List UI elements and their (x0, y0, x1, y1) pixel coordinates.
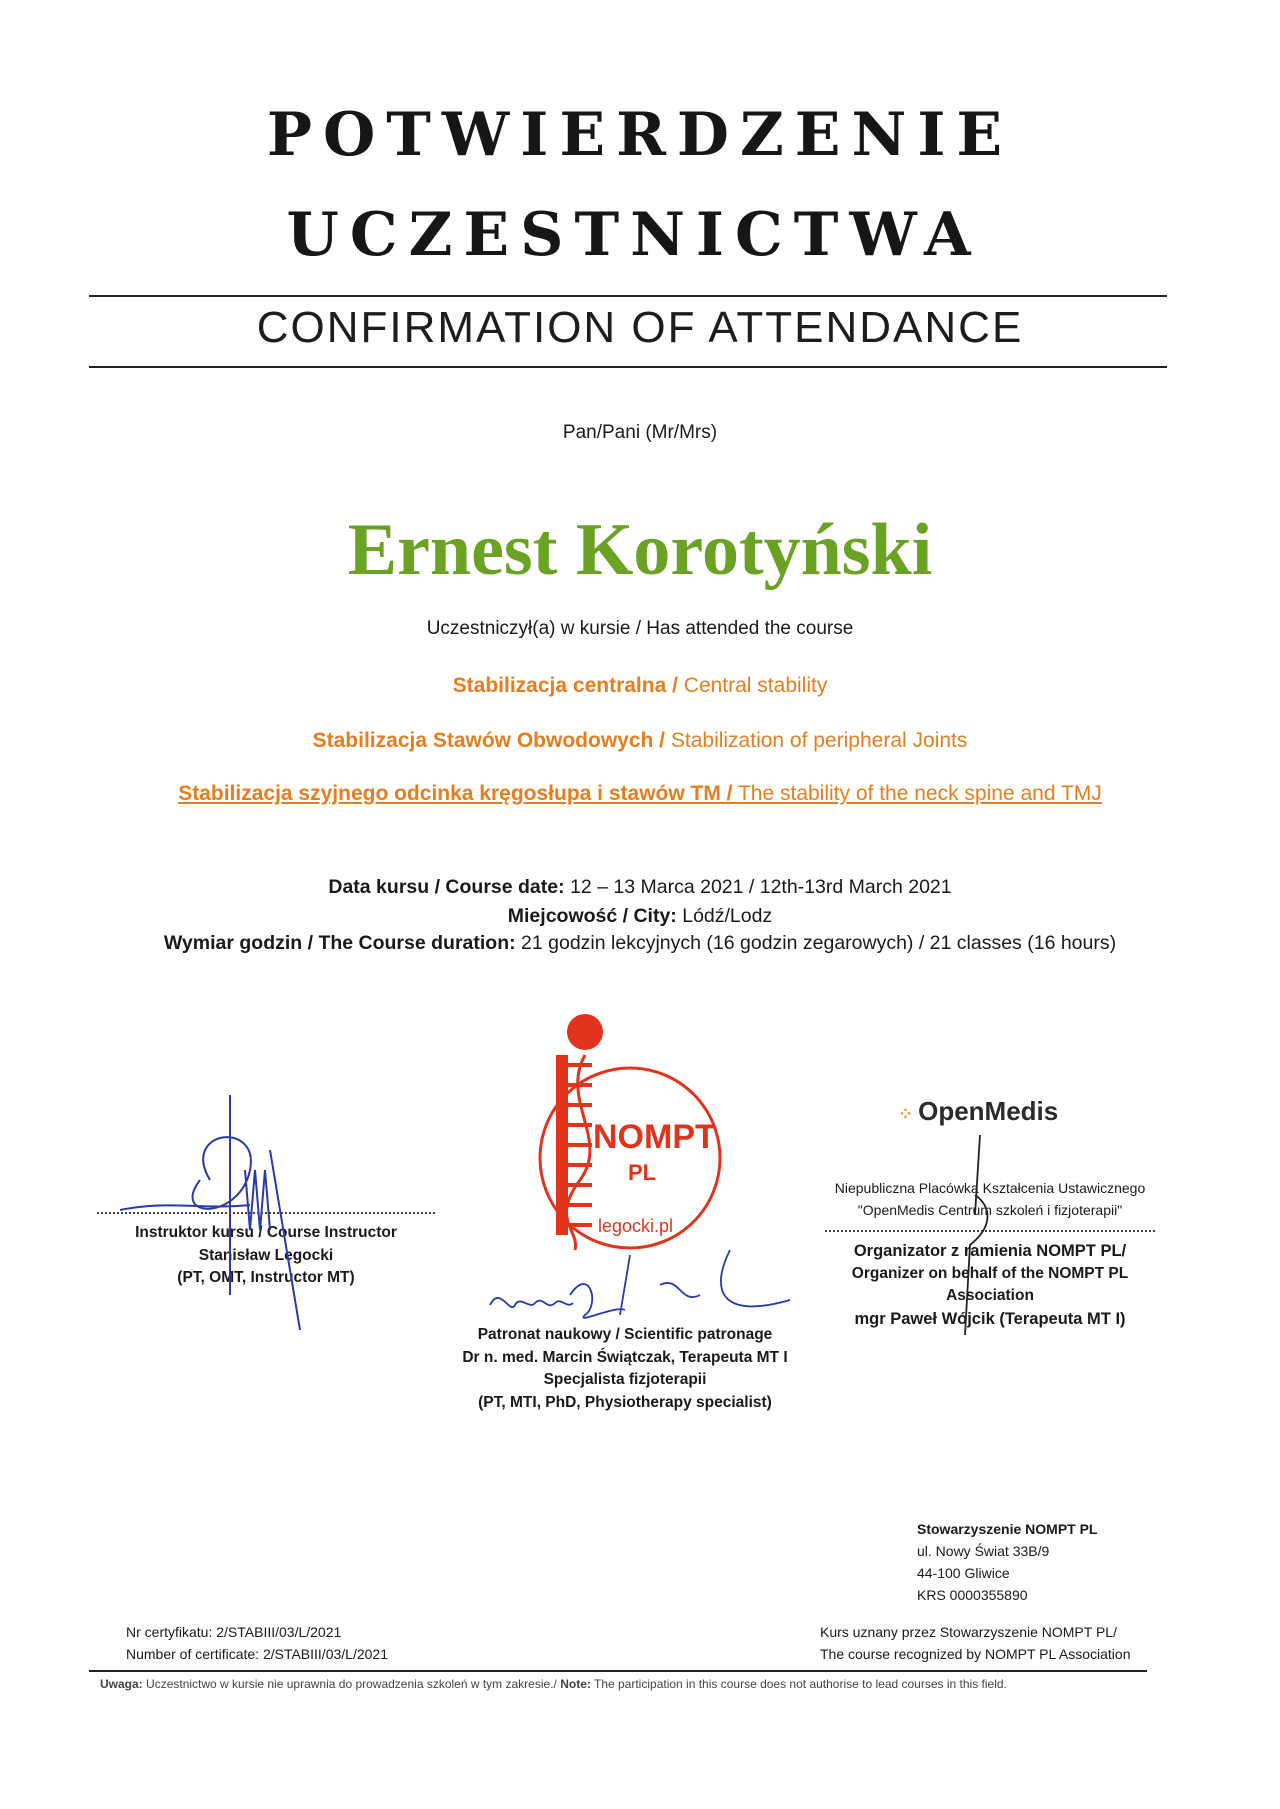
subtitle: CONFIRMATION OF ATTENDANCE (256, 303, 1024, 352)
institution-line-2: "OpenMedis Centrum szkoleń i fizjoterapii" (857, 1202, 1123, 1218)
note-label-pl: Uwaga: (100, 1677, 143, 1691)
course-1-pl: Stabilizacja centralna / (452, 674, 678, 697)
attended-label: Uczestniczył(a) w kursie / Has attended the course (426, 618, 854, 639)
course-3 (0, 782, 1280, 806)
footer-note (100, 1677, 1007, 1691)
divider (89, 295, 1167, 297)
association-city: 44-100 Gliwice (917, 1565, 1010, 1581)
patron-block (420, 1324, 830, 1414)
organizer-role-3: Association (946, 1287, 1034, 1304)
instructor-signature (110, 1090, 330, 1340)
course-3-pl: Stabilizacja szyjnego odcinka kręgosłupa i stawów TM / (178, 782, 733, 805)
logo-sub: PL (628, 1160, 657, 1185)
detail-value: 21 godzin lekcyjnych (16 godzin zegarowych) / 21 classes (16 hours) (515, 932, 1117, 954)
patron-signature (480, 1245, 800, 1335)
detail-label: Miejcowość / City: (507, 905, 677, 927)
organizer-signature (960, 1135, 1020, 1345)
title-line-2: UCZESTNICTWA (286, 200, 982, 270)
recognition-en: The course recognized by NOMPT PL Association (820, 1646, 1131, 1662)
certificate-number-en: Number of certificate: 2/STABIII/03/L/2021 (126, 1646, 388, 1662)
organizer-role-2: Organizer on behalf of the NOMPT PL (851, 1264, 1129, 1282)
recognition (820, 1621, 1130, 1665)
detail-label: Data kursu / Course date: (328, 876, 565, 898)
institution-line-1: Niepubliczna Placówka Kształcenia Ustawicznego (834, 1180, 1146, 1196)
openmedis-text: OpenMedis (918, 1096, 1059, 1126)
recognition-pl: Kurs uznany przez Stowarzyszenie NOMPT PL/ (820, 1624, 1117, 1640)
certificate-number (126, 1621, 388, 1665)
title-line-1: POTWIERDZENIE (266, 100, 1014, 170)
certificate-number-pl: Nr certyfikatu: 2/STABIII/03/L/2021 (126, 1624, 342, 1640)
association-address (917, 1518, 1097, 1606)
patron-spec: Specjalista fizjoterapii (543, 1371, 707, 1388)
patron-name: Dr n. med. Marcin Świątczak, Terapeuta MT I (462, 1348, 788, 1366)
course-duration (0, 932, 1280, 955)
instructor-name: Stanisław Legocki (198, 1246, 334, 1264)
course-city (0, 905, 1280, 928)
association-name: Stowarzyszenie NOMPT PL (917, 1521, 1098, 1537)
course-2-en: Stabilization of peripheral Joints (665, 729, 968, 752)
detail-value: 12 – 13 Marca 2021 / 12th-13rd March 2021 (564, 876, 952, 898)
course-1-en: Central stability (677, 674, 828, 697)
detail-value: Lódź/Lodz (676, 905, 773, 927)
association-street: ul. Nowy Świat 33B/9 (917, 1543, 1050, 1559)
patron-titles: (PT, MTI, PhD, Physiotherapy specialist) (478, 1393, 772, 1411)
footer-divider (89, 1670, 1147, 1672)
organizer-role-1: Organizator z ramienia NOMPT PL/ (853, 1242, 1127, 1260)
detail-label: Wymiar godzin / The Course duration: (163, 932, 516, 954)
note-text-en: The participation in this course does not authorise to lead courses in this field. (590, 1677, 1007, 1691)
patron-role: Patronat naukowy / Scientific patronage (477, 1326, 773, 1343)
logo-site: legocki.pl (598, 1216, 674, 1236)
course-1 (0, 674, 1280, 698)
salutation: Pan/Pani (Mr/Mrs) (562, 422, 718, 443)
course-3-en: The stability of the neck spine and TMJ (732, 782, 1102, 805)
course-date (0, 876, 1280, 899)
participant-name: Ernest Korotyński (347, 509, 933, 591)
note-label-en: Note: (556, 1677, 591, 1691)
instructor-role: Instruktor kursu / Course Instructor (135, 1224, 397, 1241)
openmedis-logo (898, 1096, 1058, 1127)
note-text-pl: Uczestnictwo w kursie nie uprawnia do prowadzenia szkoleń w tym zakresie./ (142, 1677, 557, 1691)
nompt-logo (520, 1010, 740, 1260)
openmedis-dots-icon: ⁘ (898, 1104, 919, 1124)
divider (89, 366, 1167, 368)
instructor-titles: (PT, OMT, Instructor MT) (177, 1269, 355, 1286)
organizer-name: mgr Paweł Wójcik (Terapeuta MT I) (854, 1309, 1126, 1328)
course-2-pl: Stabilizacja Stawów Obwodowych / (312, 729, 666, 752)
logo-text: NOMPT (593, 1118, 716, 1156)
course-2 (0, 729, 1280, 753)
association-krs: KRS 0000355890 (917, 1587, 1028, 1603)
